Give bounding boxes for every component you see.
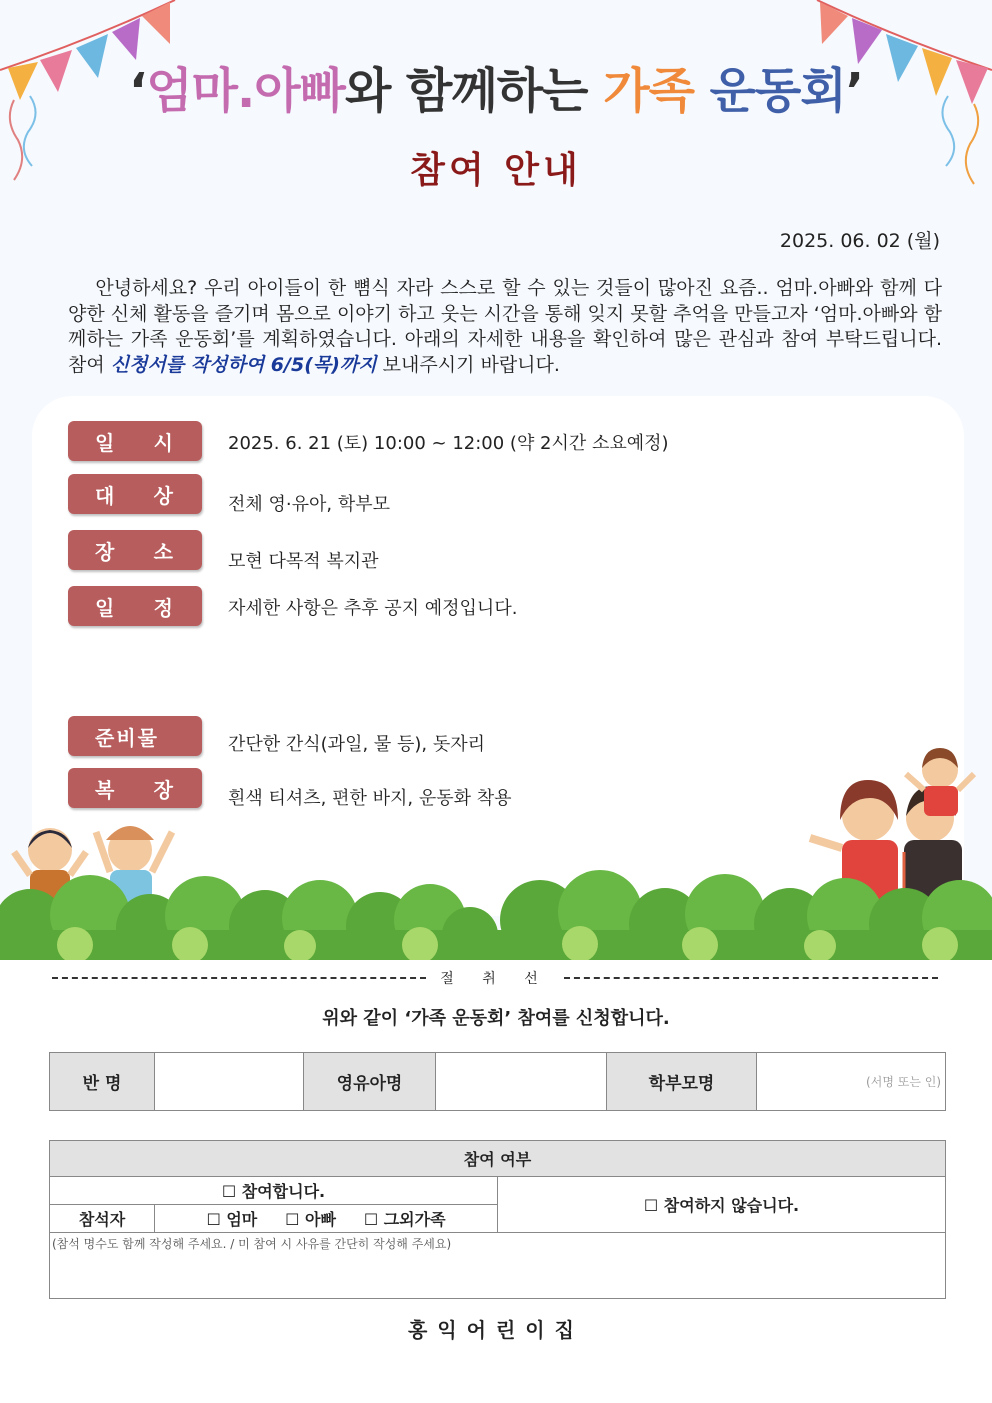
title-part-parents: 엄마.아빠 — [146, 63, 345, 119]
detail-value: 간단한 간식(과일, 물 등), 돗자리 — [228, 734, 486, 755]
detail-label: 준비물 — [68, 716, 202, 756]
class-label: 반 명 — [50, 1053, 155, 1111]
detail-label: 장 소 — [68, 530, 202, 570]
detail-value: 자세한 사항은 추후 공지 예정입니다. — [228, 598, 518, 619]
title-part-family: 가족 — [603, 63, 694, 119]
participation-table — [49, 1140, 946, 1299]
applicant-info-table — [49, 1052, 946, 1111]
parent-name-label: 학부모명 — [607, 1053, 757, 1111]
title-part-sports-day: 운동회 — [693, 63, 846, 119]
child-name-label: 영유아명 — [304, 1053, 436, 1111]
notice-date: 2025. 06. 02 (월) — [779, 230, 940, 252]
participation-header: 참여 여부 — [50, 1141, 946, 1177]
intro-paragraph: 안녕하세요? 우리 아이들이 한 뼘식 자라 스스로 할 수 있는 것들이 많아진 요즘.. 엄마.아빠와 함께 다양한 신체 활동을 즐기며 몸으로 이야기 하고 웃는 시간을 통해 잊지 못할 추억을 만들고자 ‘엄마.아빠와 함께하는 가족 운동회’를 계획하였습니다. 아래의 자세한 내용을 확인하여 많은 관심과 참여 부탁드립니다. 참여 신청서를 작성하여 6/5(목)까지 보내주시기 바랍니다. — [68, 277, 942, 376]
detail-value: 2025. 6. 21 (토) 10:00 ~ 12:00 (약 2시간 소요예정) — [228, 433, 669, 454]
mom-checkbox[interactable]: ☐ 엄마 — [206, 1210, 258, 1229]
detail-label: 복 장 — [68, 768, 202, 808]
parent-signature-field[interactable]: (서명 또는 인) — [757, 1053, 946, 1111]
dad-checkbox[interactable]: ☐ 아빠 — [285, 1210, 336, 1229]
page-subtitle: 참여 안내 — [410, 150, 582, 191]
attendee-label: 참석자 — [50, 1205, 155, 1233]
child-name-field[interactable] — [436, 1053, 607, 1111]
remarks-field[interactable] — [50, 1233, 946, 1299]
detail-label: 일 시 — [68, 421, 202, 461]
detail-value: 모현 다목적 복지관 — [228, 551, 379, 572]
institution-name: 홍익어린이집 — [408, 1318, 584, 1342]
attend-checkbox[interactable]: ☐ 참여합니다. — [50, 1177, 498, 1205]
remarks-hint: (참석 명수도 함께 작성해 주세요. / 미 참여 시 사유를 간단히 작성해 주세요) — [52, 1237, 452, 1251]
title-part-with: 와 함께하는 — [344, 63, 604, 119]
application-statement: 위와 같이 ‘가족 운동회’ 참여를 신청합니다. — [322, 1008, 670, 1029]
deadline-highlight: 신청서를 작성하여 6/5(목)까지 — [110, 353, 377, 376]
detail-value: 흰색 티셔츠, 편한 바지, 운동화 착용 — [228, 788, 512, 809]
other-family-checkbox[interactable]: ☐ 그외가족 — [363, 1210, 446, 1229]
not-attend-checkbox[interactable]: ☐ 참여하지 않습니다. — [498, 1177, 946, 1233]
cut-line-label: 절 취 선 — [440, 971, 550, 987]
cut-line — [52, 968, 938, 988]
family-illustration — [0, 740, 992, 960]
detail-label: 대 상 — [68, 474, 202, 514]
attendee-options — [155, 1205, 498, 1233]
detail-value: 전체 영·유아, 학부모 — [228, 494, 390, 515]
page-title: ‘엄마.아빠와 함께하는 가족 운동회’ — [128, 63, 864, 119]
detail-label: 일 정 — [68, 586, 202, 626]
class-field[interactable] — [155, 1053, 304, 1111]
